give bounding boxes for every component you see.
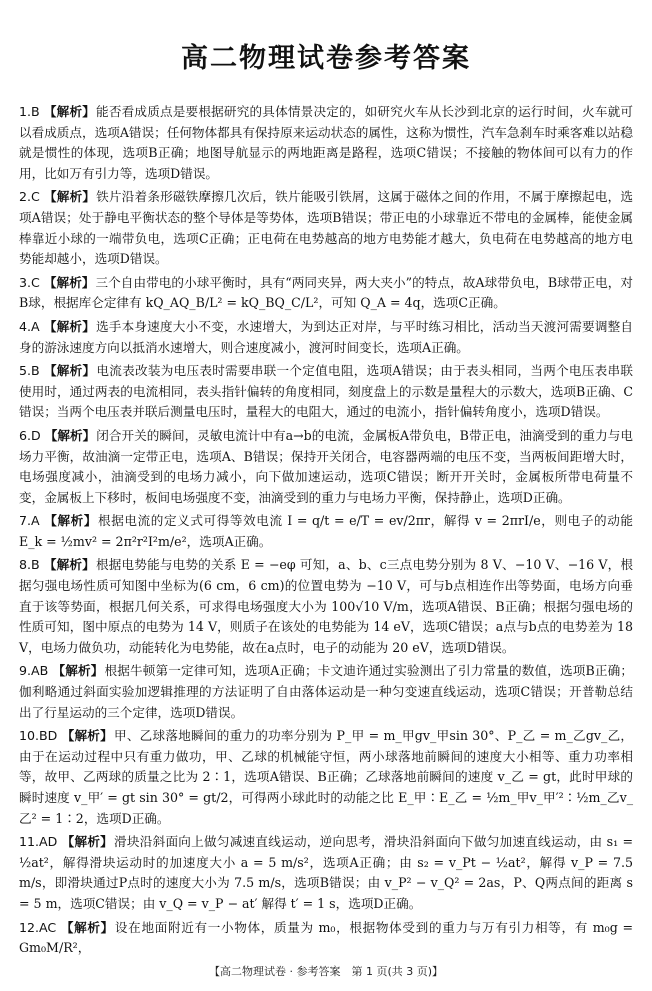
answer-item: [19, 426, 633, 508]
analysis-text: 甲、乙球落地瞬间的重力的功率分别为 P_甲 = m_甲gv_甲sin 30°、P_乙 = m_乙gv_乙，由于在运动过程中只有重力做功，甲、乙球的机械能守恒，两小球落地前瞬间的速度大小相等、重力功率相等，故甲、乙两球的质量之比为 2∶1，选项A错误、B正确；乙球落地前瞬间的速度 v_乙 = gt，此时甲球的瞬时速度 v_甲′ = gt sin 30° = gt/2，可得两小球此时的动能之比 E_甲∶E_乙 = ½m_甲v_甲′²∶½m_乙v_乙² = 1∶2，选项D正确。: [19, 728, 634, 826]
answer-choice: C: [31, 189, 40, 205]
answer-item: [19, 273, 633, 314]
answer-item: [19, 661, 633, 723]
answer-number: 1.: [19, 104, 32, 119]
analysis-tag: 【解析】: [60, 919, 114, 935]
analysis-text: 根据电势能与电势的关系 E = −eφ 可知，a、b、c三点电势分别为 8 V、−10 V、−16 V，根据匀强电场性质可知图中坐标为(6 cm，6 cm)的位置电势为 −10 V，可与b点相连作出等势面，电场方向垂直于该等势面，根据几何关系，可求得电场强度大小为 100√10 V/m，选项A错误、B正确；根据匀强电场的性质可知，图中原点的电势为 14 V，则质子在该处的电势能为 14 eV，选项C错误；a点与b点的电势差为 18 V，电场力做负功，动能转化为电势能，故在a点时，电子的动能为 20 eV，选项D错误。: [19, 557, 634, 655]
analysis-text: 选手本身速度大小不变，水速增大，为到达正对岸，与平时练习相比，活动当天渡河需要调整自身的游泳速度方向以抵消水速增大，则合速度减小，渡河时间变长，选项A正确。: [19, 318, 634, 355]
analysis-text: 滑块沿斜面向上做匀减速直线运动，逆向思考，滑块沿斜面向下做匀加速直线运动，由 s₁ = ½at²，解得滑块运动时的加速度大小 a = 5 m/s²，选项A正确；由 s₂ = v_Pt − ½at²，解得 v_P = 7.5 m/s，即滑块通过P点时的速度大小为 7.5 m/s，选项B错误；由 v_P² − v_Q² = 2as，P、Q两点间的距离 s = 5 m，选项C错误；由 v_Q = v_P − at′ 解得 t′ = 1 s，选项D正确。: [19, 834, 633, 911]
analysis-tag: 【解析】: [43, 274, 95, 290]
answer-item: [19, 726, 633, 829]
analysis-text: 设在地面附近有一小物体，质量为 m₀，根据物体受到的重力与万有引力相等，有 m₀g = Gm₀M/R²，: [19, 919, 633, 956]
analysis-tag: 【解析】: [43, 318, 96, 334]
answer-number: 2.: [19, 189, 32, 205]
analysis-text: 能否看成质点是要根据研究的具体情景决定的，如研究火车从长沙到北京的运行时间，火车就可以看成质点，选项A错误；任何物体都具有保持原来运动状态的属性，这称为惯性，汽车急刹车时乘客难以站稳就是惯性的体现，选项B正确；地图导航显示的两地距离是路程，选项C错误；不接触的物体间可以有力的作用，比如万有引力等，选项D错误。: [19, 104, 634, 181]
analysis-tag: 【解析】: [43, 513, 98, 529]
answer-item: [19, 918, 633, 959]
answer-number: 5.: [19, 363, 32, 379]
answer-number: 10.: [19, 728, 40, 744]
analysis-text: 三个自由带电的小球平衡时，具有“两同夹异，两大夹小”的特点，故A球带负电，B球带正电，对B球，根据库仑定律有 kQ_AQ_B/L² = kQ_BQ_C/L²，可知 Q_A = 4q，选项C正确。: [19, 274, 633, 311]
answer-number: 4.: [19, 318, 32, 334]
analysis-text: 铁片沿着条形磁铁摩擦几次后，铁片能吸引铁屑，这属于磁体之间的作用，不属于摩擦起电，选项A错误；处于静电平衡状态的整个导体是等势体，选项B错误；带正电的小球靠近不带电的金属棒，能使金属棒靠近小球的一端带负电，选项C正确；正电荷在电势越高的地方电势能才越大，负电荷在电势越高的地方电势能却越小，选项D错误。: [19, 189, 634, 267]
answer-item: [19, 832, 633, 914]
analysis-tag: 【解析】: [44, 427, 96, 443]
analysis-text: 闭合开关的瞬间，灵敏电流计中有a→b的电流，金属板A带负电，B带正电，油滴受到的重力与电场力平衡，故油滴一定带正电，选项A、B错误；保持开关闭合，电容器两端的电压不变，当两板间距增大时，电场强度减小，油滴受到的电场力减小，向下做加速运动，选项C错误；断开开关时，金属板所带电荷量不变，金属板上下移时，板间电场强度不变，油滴受到的重力与电场力平衡，保持静止，选项D正确。: [19, 427, 633, 505]
answer-choice: A: [31, 513, 40, 529]
answer-choice: C: [31, 274, 40, 290]
analysis-text: 根据电流的定义式可得等效电流 I = q/t = e/T = ev/2πr，解得 v = 2πrI/e，则电子的动能 E_k = ½mv² = 2π²r²I²m/e²，选项A正确。: [19, 513, 633, 549]
answer-number: 8.: [19, 557, 32, 573]
answer-list: [19, 102, 633, 959]
answer-number: 3.: [19, 274, 32, 290]
analysis-tag: 【解析】: [43, 104, 96, 119]
answer-choice: A: [31, 318, 40, 334]
answer-choice: B: [31, 363, 40, 379]
analysis-tag: 【解析】: [43, 189, 96, 205]
answer-item: [19, 555, 633, 658]
answer-item: [19, 187, 633, 269]
answer-number: 9.: [19, 663, 32, 679]
analysis-tag: 【解析】: [43, 363, 96, 379]
answer-choice: B: [31, 104, 40, 119]
answer-choice: D: [31, 427, 41, 443]
answer-number: 11.: [19, 834, 40, 850]
analysis-text: 电流表改装为电压表时需要串联一个定值电阻，选项A错误；由于表头相同，当两个电压表串联使用时，通过两表的电流相同，表头指针偏转的角度相同，刻度盘上的示数是量程大的示数大，选项B正确、C错误；当两个电压表并联后测量电压时，量程大的电阻大，通过的电流小，指针偏转角度小，选项D错误。: [19, 363, 633, 420]
analysis-text: 根据牛顿第一定律可知，选项A正确；卡文迪许通过实验测出了引力常量的数值，选项B正确；伽利略通过斜面实验加逻辑推理的方法证明了自由落体运动是一种匀变速直线运动，选项C错误；开普勒总结出了行星运动的三个定律，选项D错误。: [19, 663, 634, 720]
answer-number: 12.: [19, 919, 40, 935]
answer-choice: BD: [39, 728, 58, 744]
page-title: 高二物理试卷参考答案: [181, 43, 471, 74]
answer-choice: AD: [39, 834, 58, 850]
answer-item: [19, 102, 633, 184]
answer-number: 6.: [19, 427, 32, 443]
answer-choice: AC: [39, 919, 57, 935]
answer-number: 7.: [19, 513, 32, 529]
answer-item: [19, 511, 633, 552]
answer-choice: AB: [31, 663, 49, 679]
page-footer: 【高二物理试卷 · 参考答案 第 1 页(共 3 页)】: [208, 965, 444, 978]
analysis-tag: 【解析】: [43, 557, 95, 573]
answer-item: [19, 317, 633, 358]
answer-item: [19, 361, 633, 423]
analysis-tag: 【解析】: [52, 663, 104, 679]
analysis-tag: 【解析】: [61, 728, 113, 744]
analysis-tag: 【解析】: [61, 834, 114, 850]
answer-choice: B: [31, 557, 40, 573]
